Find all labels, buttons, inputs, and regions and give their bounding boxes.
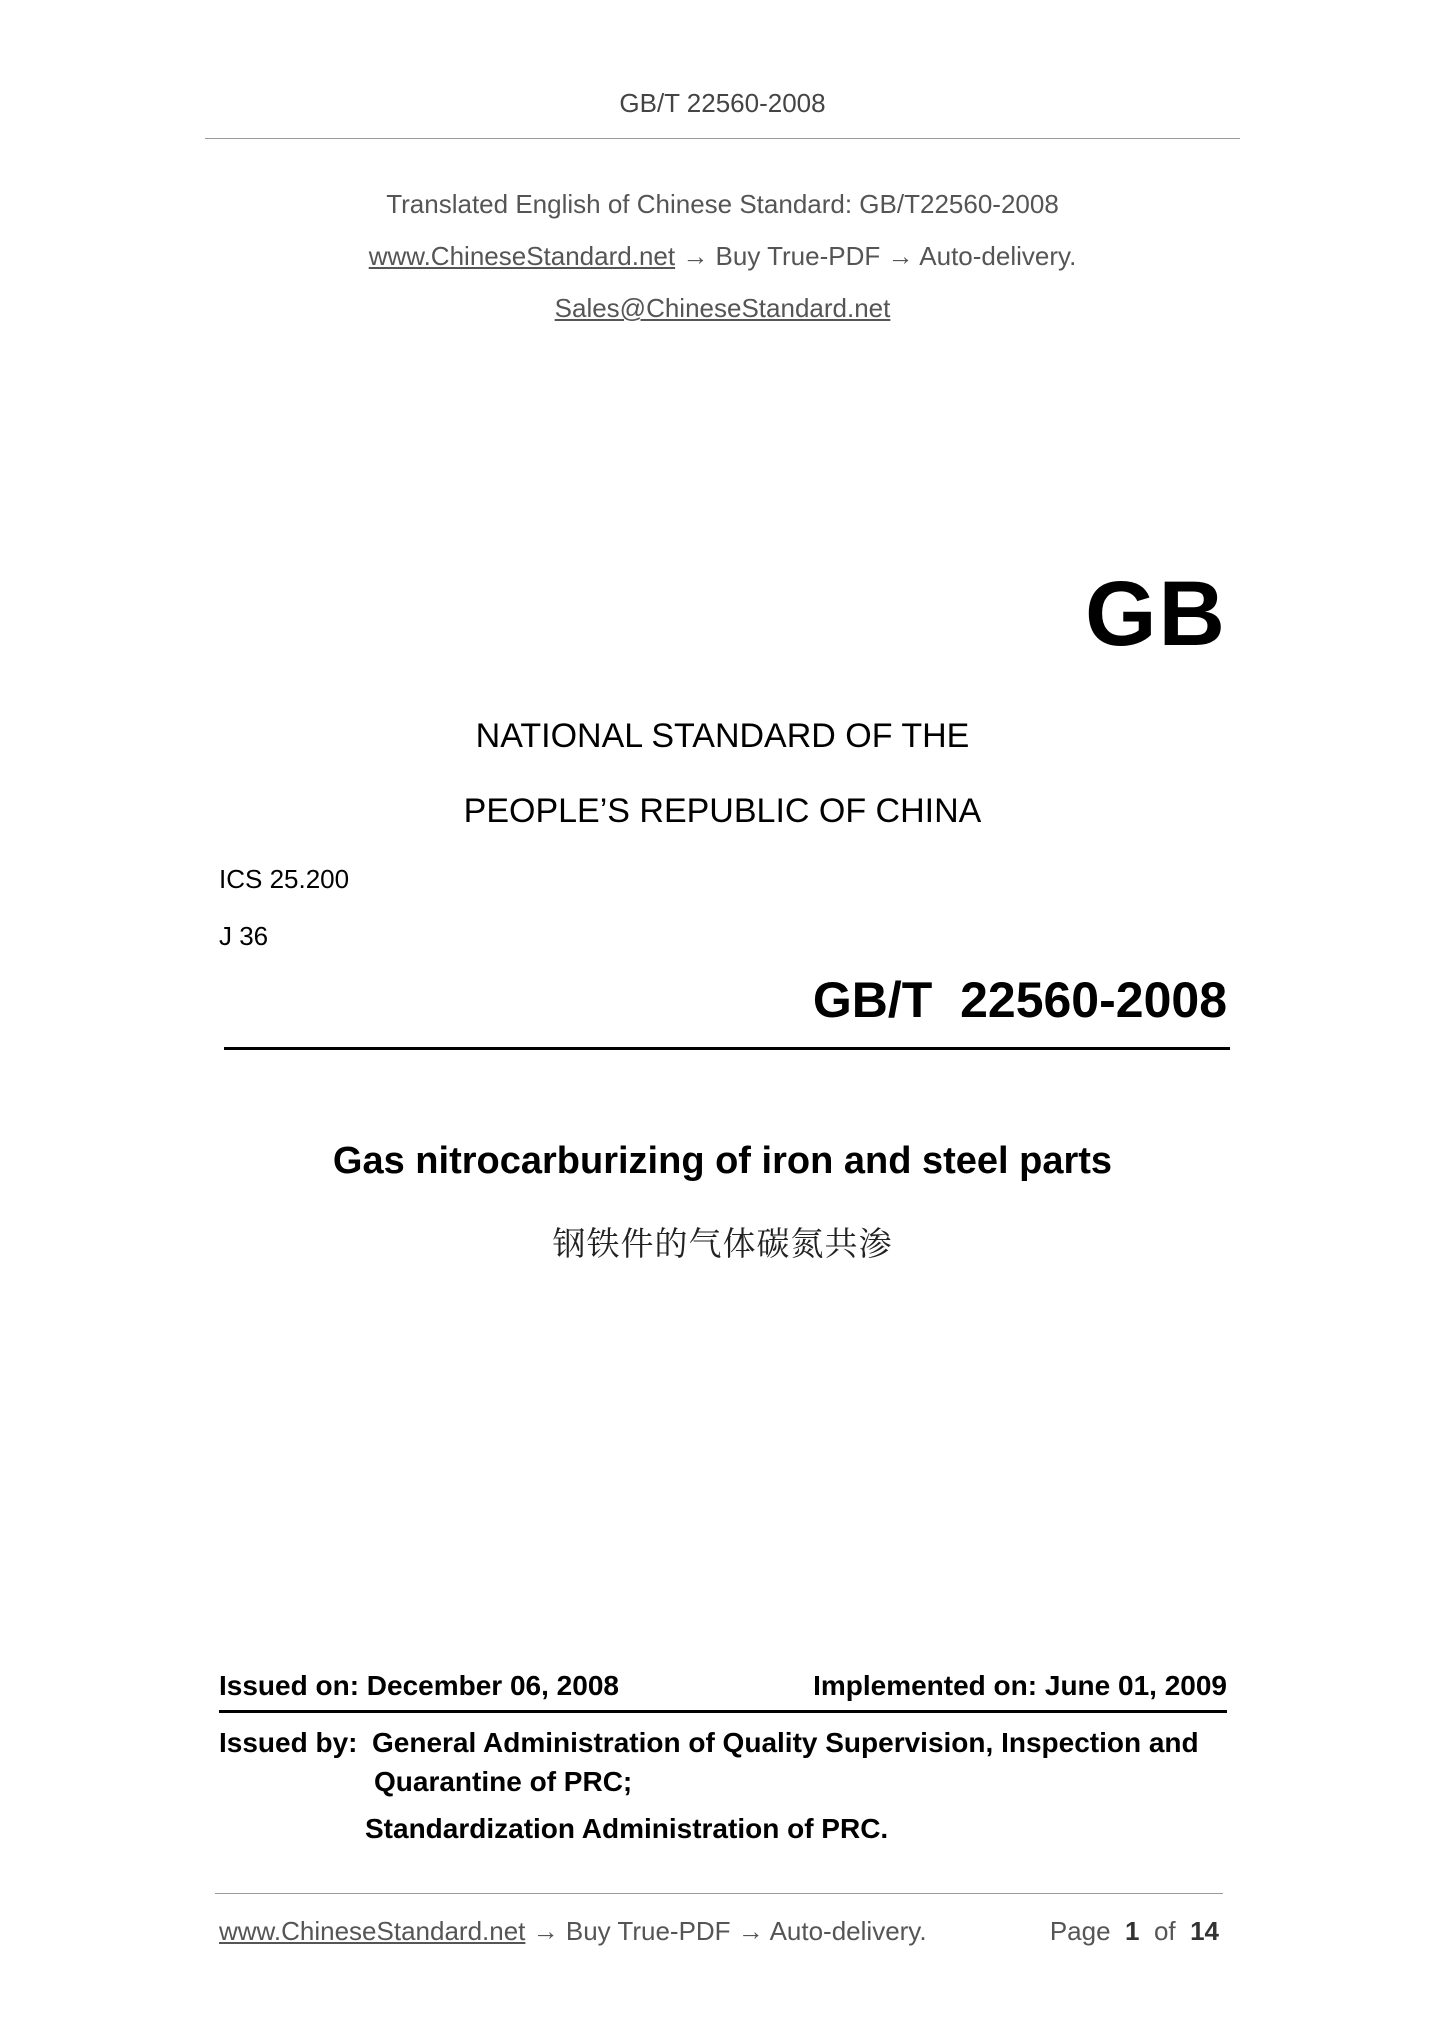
website-link[interactable]: www.ChineseStandard.net bbox=[368, 241, 676, 271]
purchase-line bbox=[0, 241, 1445, 272]
purchase-text: → Buy True-PDF → Auto-delivery. bbox=[675, 241, 1077, 271]
document-title-chinese: 钢铁件的气体碳氮共渗 bbox=[552, 1224, 893, 1263]
translation-notice: Translated English of Chinese Standard: GB/T22560-2008 bbox=[386, 189, 1059, 219]
standard-number-divider bbox=[224, 1047, 1230, 1050]
page-total: 14 bbox=[1190, 1916, 1219, 1946]
issued-on-date: Issued on: December 06, 2008 bbox=[219, 1670, 619, 1701]
issuer-line2: Quarantine of PRC; bbox=[374, 1766, 633, 1797]
email-line bbox=[0, 293, 1445, 324]
page-current: 1 bbox=[1125, 1916, 1140, 1946]
issuer-line1: General Administration of Quality Supervision, Inspection and bbox=[372, 1727, 1199, 1758]
email-link[interactable]: Sales@ChineseStandard.net bbox=[554, 293, 891, 323]
implemented-on-date: Implemented on: June 01, 2009 bbox=[813, 1670, 1227, 1701]
footer-divider bbox=[215, 1893, 1223, 1894]
gb-logo: GB bbox=[1085, 563, 1227, 665]
page-label: Page bbox=[1049, 1916, 1111, 1946]
running-header: GB/T 22560-2008 bbox=[619, 88, 826, 118]
issuer-line3: Standardization Administration of PRC. bbox=[365, 1813, 889, 1844]
document-title-english: Gas nitrocarburizing of iron and steel parts bbox=[332, 1140, 1113, 1182]
issued-by-label: Issued by: bbox=[219, 1727, 358, 1758]
dates-divider bbox=[219, 1710, 1227, 1713]
standard-number: GB/T 22560-2008 bbox=[812, 972, 1227, 1028]
footer-website-link[interactable]: www.ChineseStandard.net bbox=[219, 1916, 526, 1946]
ics-code: ICS 25.200 bbox=[219, 864, 350, 894]
national-standard-line1: NATIONAL STANDARD OF THE bbox=[475, 717, 970, 755]
page-of: of bbox=[1153, 1916, 1176, 1946]
national-standard-line2: PEOPLE’S REPUBLIC OF CHINA bbox=[463, 792, 982, 830]
footer-purchase-text: → Buy True-PDF → Auto-delivery. bbox=[525, 1916, 927, 1946]
page-number bbox=[1050, 1916, 1219, 1947]
ccs-code: J 36 bbox=[219, 921, 269, 951]
footer-purchase-line bbox=[219, 1916, 927, 1947]
header-divider bbox=[205, 138, 1240, 139]
